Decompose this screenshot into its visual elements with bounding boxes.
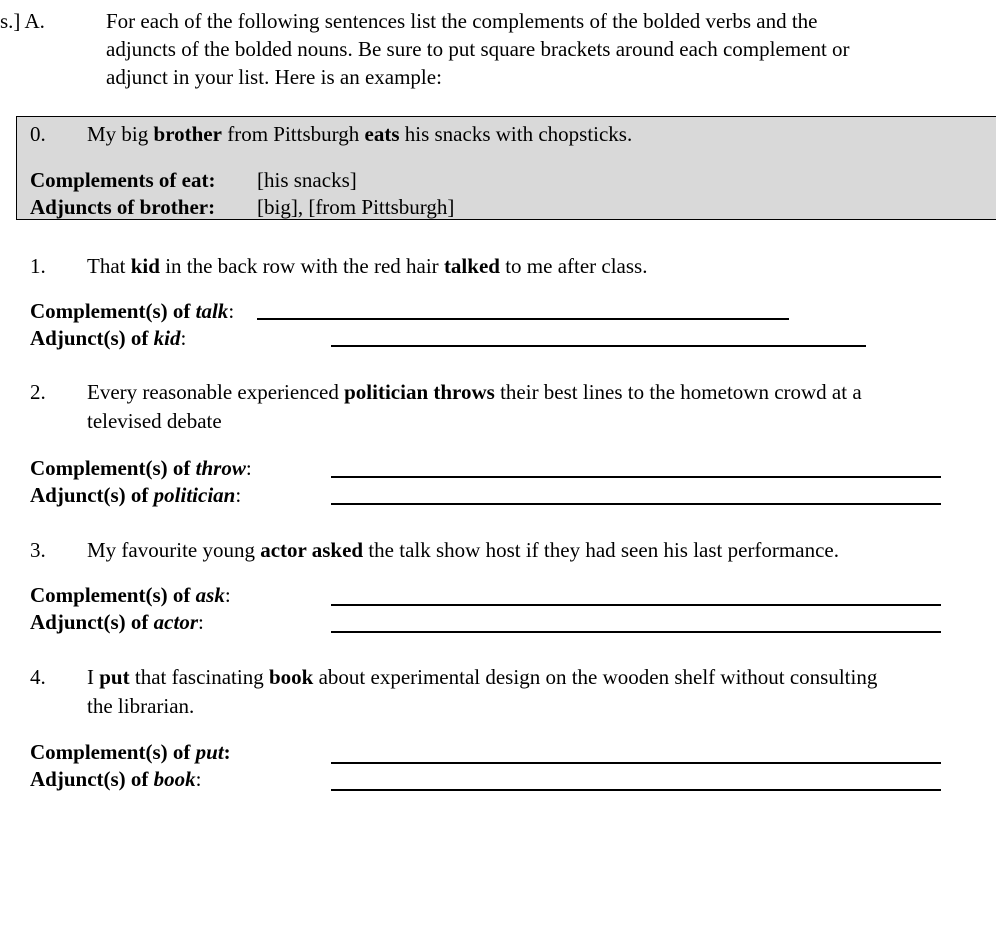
complement-label: Complement(s) of throw: [30,456,252,480]
adjunct-label: Adjunct(s) of book: [30,767,202,791]
bold-words: politician throws [344,380,495,404]
example-adjunct-label: Adjuncts of brother: [30,195,216,219]
bold-noun: brother [153,122,222,146]
example-complement-value: [his snacks] [257,168,357,192]
instruction-line: adjunct in your list. Here is an example: [106,65,442,89]
sentence-text: from Pittsburgh [221,122,365,146]
example-adjunct-value: [big], [from Pittsburgh] [257,195,455,219]
instruction-line: For each of the following sentences list the complements of the bolded verbs and the [106,9,818,33]
adjunct-answer-line[interactable] [331,503,941,505]
bold-noun: book [268,665,314,689]
sentence-text: his snacks with chopsticks. [399,122,633,146]
example-sentence [87,120,632,148]
bold-noun: kid [130,254,160,278]
instruction-line: adjuncts of the bolded nouns. Be sure to put square brackets around each complement or [106,37,850,61]
bold-words: actor asked [260,538,364,562]
sentence-text: My big [87,122,154,146]
item-sentence-continuation: the librarian. [87,694,195,718]
complement-answer-line[interactable] [331,604,941,606]
adjunct-answer-line[interactable] [331,789,941,791]
item-sentence: I put that fascinating book about experimental design on the wooden shelf without consulting [87,665,878,689]
item-sentence: That kid in the back row with the red hair talked to me after class. [87,254,648,278]
adjunct-label: Adjunct(s) of kid: [30,326,187,350]
complement-label: Complement(s) of put: [30,740,231,764]
adjunct-label: Adjunct(s) of actor: [30,610,204,634]
complement-answer-line[interactable] [257,318,789,320]
item-number: 3. [30,538,46,562]
item-number: 4. [30,665,46,689]
bold-verb: talked [443,254,500,278]
item-sentence: My favourite young actor asked the talk show host if they had seen his last performance. [87,538,839,562]
item-number: 2. [30,380,46,404]
bold-verb: put [99,665,130,689]
adjunct-label: Adjunct(s) of politician: [30,483,242,507]
complement-label: Complement(s) of talk: [30,299,235,323]
bold-verb: eats [364,122,400,146]
example-number: 0. [30,122,46,146]
complement-label: Complement(s) of ask: [30,583,231,607]
item-number: 1. [30,254,46,278]
complement-answer-line[interactable] [331,476,941,478]
section-label: s.] A. [0,9,45,33]
adjunct-answer-line[interactable] [331,345,866,347]
example-complement-label: Complements of eat: [30,168,216,192]
item-sentence: Every reasonable experienced politician throws their best lines to the hometown crowd at a [87,380,862,404]
item-sentence-continuation: televised debate [87,409,222,433]
complement-answer-line[interactable] [331,762,941,764]
adjunct-answer-line[interactable] [331,631,941,633]
